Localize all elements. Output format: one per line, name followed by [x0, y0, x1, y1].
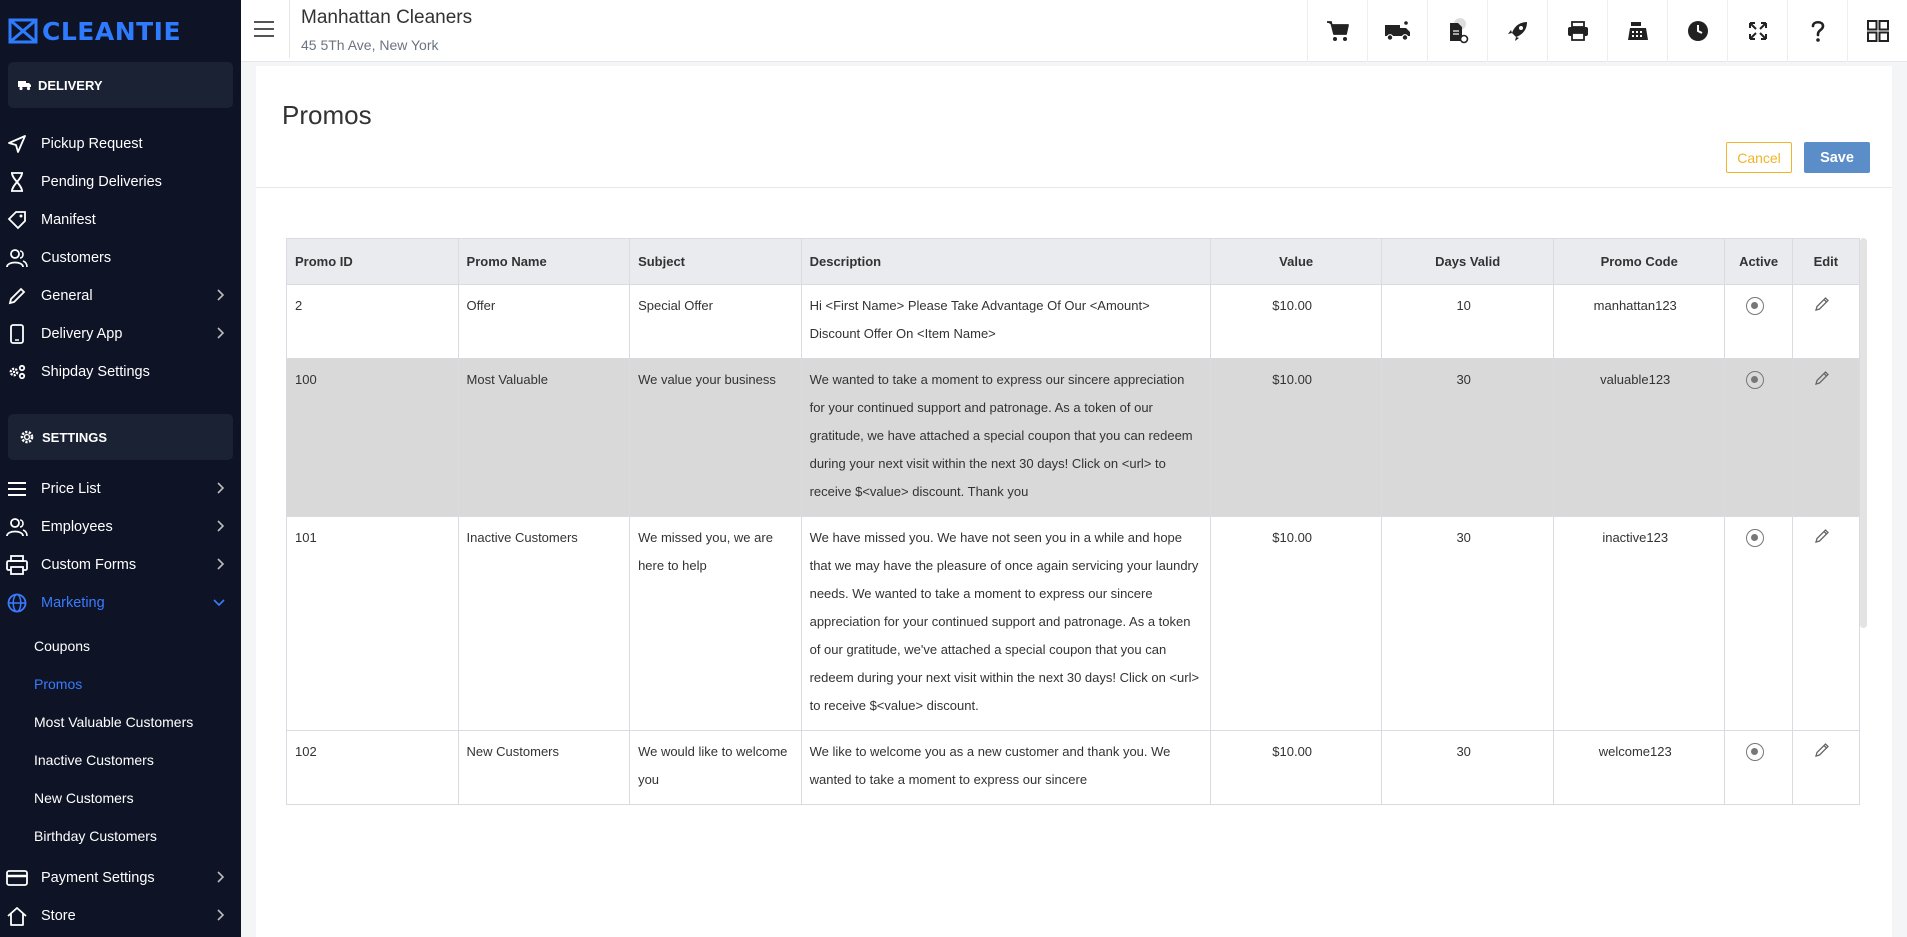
sidebar-item-general[interactable]	[0, 277, 241, 315]
mobile-icon	[6, 323, 28, 345]
sidebar-item-label: Manifest	[41, 212, 96, 228]
sidebar-item-label: Pickup Request	[41, 136, 143, 152]
top-header	[241, 0, 1907, 62]
table-row[interactable]	[287, 517, 1860, 731]
column-header-promo-code[interactable]: Promo Code	[1553, 239, 1725, 285]
save-button[interactable]: Save	[1804, 142, 1870, 173]
column-header-subject[interactable]: Subject	[630, 239, 802, 285]
help-icon[interactable]	[1787, 0, 1847, 62]
table-row[interactable]	[287, 359, 1860, 517]
cell-value: $10.00	[1210, 731, 1382, 805]
cell-subject: We would like to welcome you	[630, 731, 802, 805]
chevron-right-icon	[217, 909, 225, 921]
globe-icon	[6, 592, 28, 614]
sidebar-subitem-coupons[interactable]: Coupons	[34, 638, 91, 654]
divider	[256, 187, 1892, 188]
active-radio[interactable]	[1746, 297, 1764, 315]
chevron-right-icon	[217, 520, 225, 532]
cell-promo-id: 101	[287, 517, 459, 731]
sidebar-item-delivery-app[interactable]	[0, 315, 241, 353]
active-radio[interactable]	[1746, 743, 1764, 761]
cell-subject: Special Offer	[630, 285, 802, 359]
settings-section-label: SETTINGS	[42, 429, 108, 445]
page-title: Promos	[282, 100, 372, 130]
cell-value: $10.00	[1210, 517, 1382, 731]
active-radio[interactable]	[1746, 371, 1764, 389]
sidebar-item-label: Price List	[41, 481, 101, 497]
cell-active	[1725, 517, 1792, 731]
send-icon	[6, 133, 28, 155]
table-scrollbar[interactable]	[1860, 238, 1867, 628]
truck-icon	[18, 79, 32, 91]
tag-icon	[6, 209, 28, 231]
fullscreen-icon[interactable]	[1727, 0, 1787, 62]
sidebar-item-label: Custom Forms	[41, 557, 137, 573]
cell-edit	[1792, 731, 1859, 805]
cell-promo-name: Offer	[458, 285, 630, 359]
cell-active	[1725, 359, 1792, 517]
sidebar-item-label: Employees	[41, 519, 113, 535]
document-icon[interactable]	[1427, 0, 1487, 62]
gear-icon	[18, 428, 36, 446]
sidebar-item-shipday-settings[interactable]	[0, 353, 241, 391]
cell-value: $10.00	[1210, 285, 1382, 359]
truck-icon[interactable]	[1367, 0, 1427, 62]
cell-promo-name: New Customers	[458, 731, 630, 805]
cell-description: We have missed you. We have not seen you in a while and hope that we may have the pleasure of once again servicing your laundry needs. We wanted to take a moment to express our sincere appreciation for your continued support and patronage. As a token of our gratitude, we've attached a special coupon that you can redeem during your next visit within the next 30 days! Click on <url> to receive $<value> discount.	[801, 517, 1210, 731]
header-divider	[289, 0, 290, 58]
edit-pencil-icon[interactable]	[1814, 526, 1830, 554]
cell-edit	[1792, 359, 1859, 517]
cell-active	[1725, 731, 1792, 805]
sidebar-item-customers[interactable]	[0, 239, 241, 277]
users-icon	[6, 516, 28, 538]
cell-active	[1725, 285, 1792, 359]
list-icon	[6, 478, 28, 500]
column-header-value[interactable]: Value	[1210, 239, 1382, 285]
sidebar-item-pickup-request[interactable]	[0, 125, 241, 163]
column-header-promo-name[interactable]: Promo Name	[458, 239, 630, 285]
column-header-promo-id[interactable]: Promo ID	[287, 239, 459, 285]
chevron-right-icon	[217, 558, 225, 570]
cell-days-valid: 30	[1382, 731, 1554, 805]
chevron-right-icon	[217, 327, 225, 339]
active-radio[interactable]	[1746, 529, 1764, 547]
printer-icon[interactable]	[1547, 0, 1607, 62]
sidebar-item-store[interactable]	[0, 897, 241, 935]
card-icon	[6, 867, 28, 889]
cell-description: We wanted to take a moment to express our sincere appreciation for your continued support and patronage. As a token of our gratitude, we have attached a special coupon that you can redeem during your next visit within the next 30 days! Click on <url> to receive $<value> discount. Thank you	[801, 359, 1210, 517]
cancel-button[interactable]: Cancel	[1726, 142, 1792, 173]
sidebar-item-label: Customers	[41, 250, 112, 266]
delivery-section-label: DELIVERY	[38, 77, 103, 93]
cell-promo-id: 102	[287, 731, 459, 805]
sidebar-subitem-birthday-customers[interactable]: Birthday Customers	[34, 828, 157, 844]
sidebar-subitem-new-customers[interactable]: New Customers	[34, 790, 134, 806]
sidebar	[0, 0, 241, 937]
cell-value: $10.00	[1210, 359, 1382, 517]
cell-promo-code: welcome123	[1553, 731, 1725, 805]
sidebar-item-label: Shipday Settings	[41, 364, 150, 380]
cell-days-valid: 30	[1382, 517, 1554, 731]
cell-promo-name: Inactive Customers	[458, 517, 630, 731]
cell-days-valid: 30	[1382, 359, 1554, 517]
sidebar-item-payment-settings[interactable]	[0, 859, 241, 897]
cell-promo-name: Most Valuable	[458, 359, 630, 517]
sidebar-item-price-list[interactable]	[0, 470, 241, 508]
sidebar-item-label: Pending Deliveries	[41, 174, 162, 190]
cell-description: Hi <First Name> Please Take Advantage Of Our <Amount> Discount Offer On <Item Name>	[801, 285, 1210, 359]
brand-logo[interactable]	[0, 0, 241, 62]
cash-register-icon[interactable]	[1607, 0, 1667, 62]
promos-table-container[interactable]	[286, 238, 1860, 893]
printer-icon	[6, 554, 28, 576]
sidebar-item-custom-forms[interactable]	[0, 546, 241, 584]
cell-edit	[1792, 285, 1859, 359]
rocket-icon[interactable]	[1487, 0, 1547, 62]
table-header-row	[287, 239, 1860, 285]
cell-days-valid: 10	[1382, 285, 1554, 359]
cell-promo-code: inactive123	[1553, 517, 1725, 731]
brand-name: CLEANTIE	[42, 16, 182, 46]
sidebar-item-label: Marketing	[41, 595, 105, 611]
chevron-right-icon	[217, 482, 225, 494]
settings-section-header	[8, 414, 233, 460]
sidebar-item-label: General	[41, 288, 93, 304]
chevron-right-icon	[217, 871, 225, 883]
cell-promo-code: valuable123	[1553, 359, 1725, 517]
cell-edit	[1792, 517, 1859, 731]
main-content	[256, 66, 1892, 937]
gears-icon	[6, 361, 28, 383]
column-header-edit: Edit	[1792, 239, 1859, 285]
chevron-right-icon	[217, 289, 225, 301]
chevron-down-icon	[213, 599, 225, 607]
hourglass-icon	[6, 171, 28, 193]
home-icon	[6, 905, 28, 927]
cell-subject: We value your business	[630, 359, 802, 517]
store-address: 45 5Th Ave, New York	[301, 37, 439, 53]
sidebar-item-manifest[interactable]	[0, 201, 241, 239]
delivery-section-header	[8, 62, 233, 108]
cell-description: We like to welcome you as a new customer and thank you. We wanted to take a moment to express our sincere	[801, 731, 1210, 805]
sidebar-item-label: Delivery App	[41, 326, 123, 342]
sidebar-subitem-most-valuable-customers[interactable]: Most Valuable Customers	[34, 714, 194, 730]
cleantie-logo-icon	[8, 18, 38, 44]
users-icon	[6, 247, 28, 269]
cart-icon[interactable]	[1307, 0, 1367, 62]
grid-icon[interactable]	[1847, 0, 1907, 62]
column-header-active: Active	[1725, 239, 1792, 285]
sidebar-subitem-inactive-customers[interactable]: Inactive Customers	[34, 752, 154, 768]
sidebar-item-label: Payment Settings	[41, 870, 155, 886]
cell-promo-id: 2	[287, 285, 459, 359]
edit-pencil-icon[interactable]	[1814, 740, 1830, 768]
clock-icon[interactable]	[1667, 0, 1727, 62]
cell-promo-id: 100	[287, 359, 459, 517]
table-row[interactable]	[287, 285, 1860, 359]
hamburger-menu-icon[interactable]	[253, 20, 275, 42]
sidebar-item-employees[interactable]	[0, 508, 241, 546]
sidebar-item-marketing[interactable]	[0, 584, 241, 622]
edit-pencil-icon[interactable]	[1814, 368, 1830, 396]
edit-pencil-icon[interactable]	[1814, 294, 1830, 322]
column-header-days-valid[interactable]: Days Valid	[1382, 239, 1554, 285]
cell-promo-code: manhattan123	[1553, 285, 1725, 359]
sidebar-item-label: Store	[41, 908, 76, 924]
pencil-icon	[6, 285, 28, 307]
sidebar-item-pending-deliveries[interactable]	[0, 163, 241, 201]
cell-subject: We missed you, we are here to help	[630, 517, 802, 731]
column-header-description[interactable]: Description	[801, 239, 1210, 285]
sidebar-subitem-promos[interactable]: Promos	[34, 676, 83, 692]
table-row[interactable]	[287, 731, 1860, 805]
store-name: Manhattan Cleaners	[301, 7, 473, 28]
promos-table	[286, 238, 1860, 805]
